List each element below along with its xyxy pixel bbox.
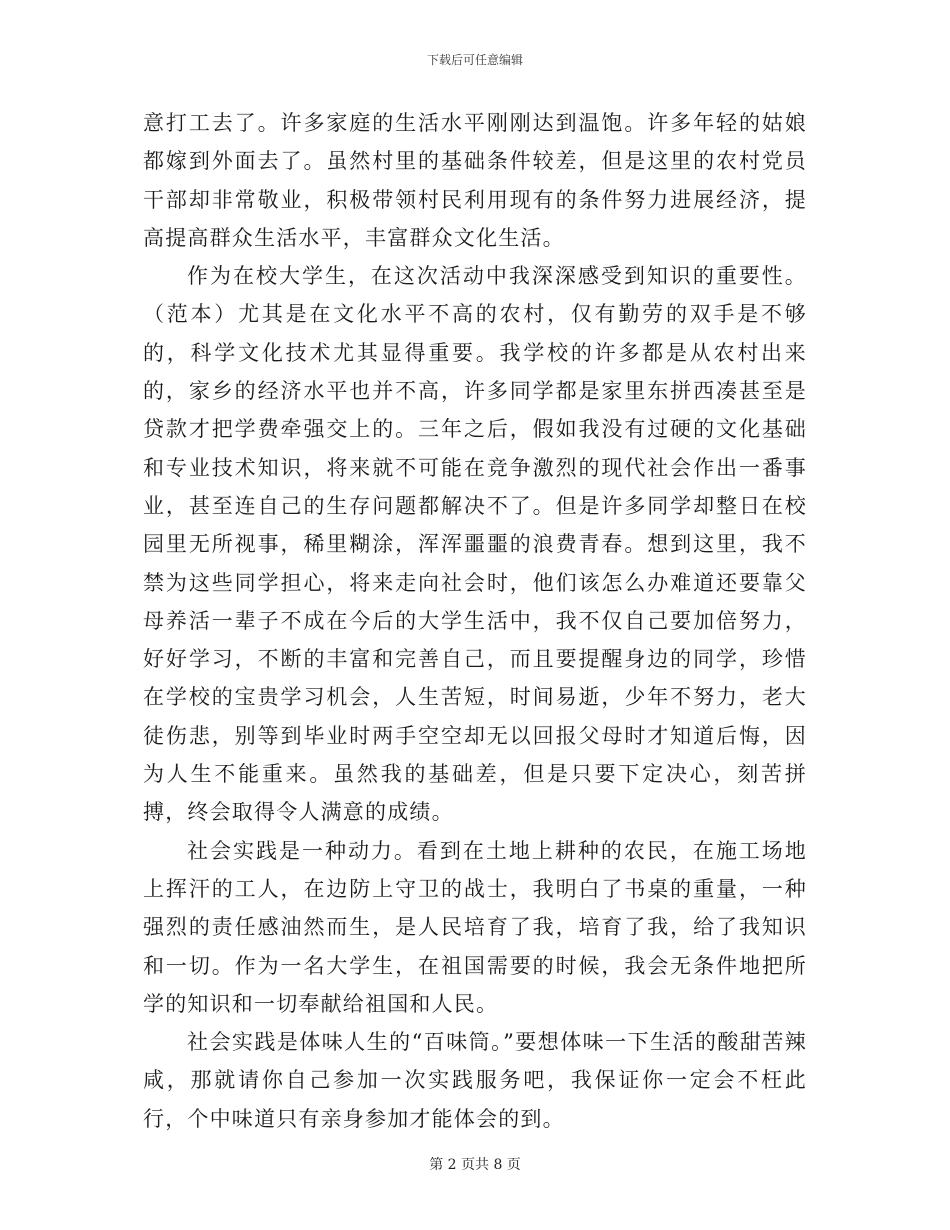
paragraph-1: 意打工去了。许多家庭的生活水平刚刚达到温饱。许多年轻的姑娘都嫁到外面去了。虽然村里的基础条件较差，但是这里的农村党员干部却非常敬业，积极带领村民利用现有的条件努力进展经济，提高提高群众生活水平，丰富群众文化生活。 xyxy=(143,111,807,250)
page-number-footer: 第 2 页共 8 页 xyxy=(429,1157,521,1173)
paragraph-3: 社会实践是一种动力。看到在土地上耕种的农民，在施工场地上挥汗的工人，在边防上守卫的战士，我明白了书桌的重量，一种强烈的责任感油然而生，是人民培育了我，培育了我，给了我知识和一切。作为一名大学生，在祖国需要的时候，我会无条件地把所学的知识和一切奉献给祖国和人民。 xyxy=(143,838,807,1016)
paragraph-4: 社会实践是体味人生的“百味筒。”要想体味一下生活的酸甜苦辣咸，那就请你自己参加一次实践服务吧，我保证你一定会不枉此行，个中味道只有亲身参加才能体会的到。 xyxy=(143,1030,807,1131)
document-body xyxy=(143,104,807,1138)
page-header: 下载后可任意编辑 xyxy=(426,53,523,67)
paragraph-2: 作为在校大学生，在这次活动中我深深感受到知识的重要性。（范本）尤其是在文化水平不高的农村，仅有勤劳的双手是不够的，科学文化技术尤其显得重要。我学校的许多都是从农村出来的，家乡的经济水平也并不高，许多同学都是家里东拼西凑甚至是贷款才把学费牵强交上的。三年之后，假如我没有过硬的文化基础和专业技术知识，将来就不可能在竞争激烈的现代社会作出一番事业，甚至连自己的生存问题都解决不了。但是许多同学却整日在校园里无所视事，稀里糊涂，浑浑噩噩的浪费青春。想到这里，我不禁为这些同学担心，将来走向社会时，他们该怎么办难道还要靠父母养活一辈子不成在今后的大学生活中，我不仅自己要加倍努力，好好学习，不断的丰富和完善自己，而且要提醒身边的同学，珍惜在学校的宝贵学习机会，人生苦短，时间易逝，少年不努力，老大徒伤悲，别等到毕业时两手空空却无以回报父母时才知道后悔，因为人生不能重来。虽然我的基础差，但是只要下定决心，刻苦拼搏，终会取得令人满意的成绩。 xyxy=(143,264,807,825)
